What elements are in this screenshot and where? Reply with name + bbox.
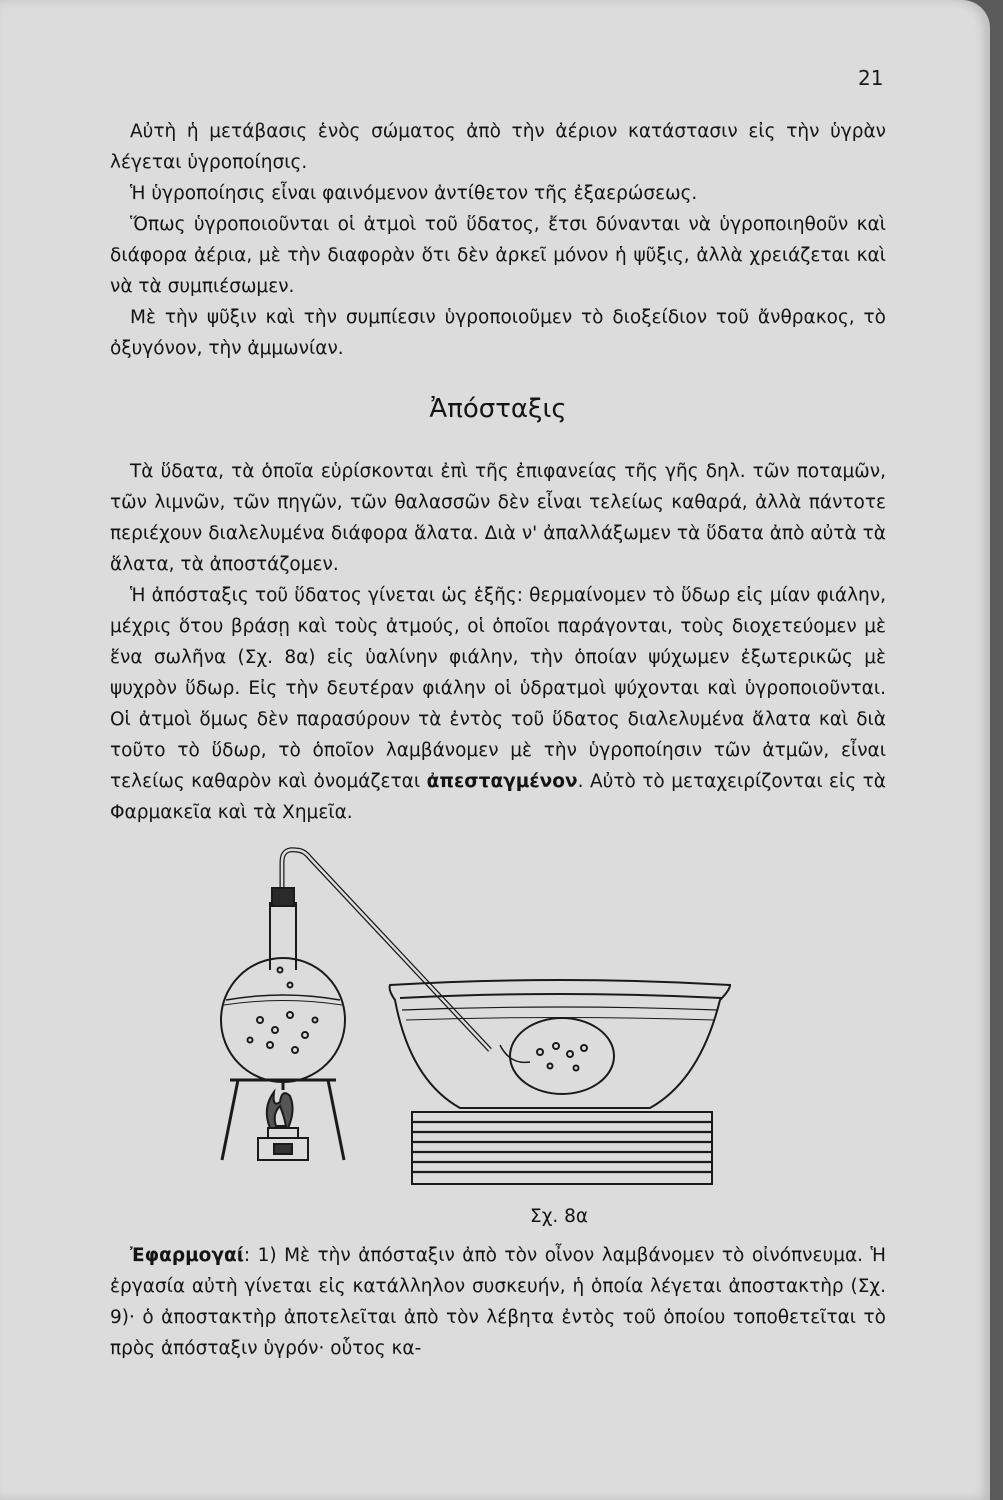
- paragraph: Ἡ ὑγροποίησις εἶναι φαινόμενον ἀντίθετον τῆς ἐξαερώσεως.: [130, 183, 698, 204]
- paragraph: [110, 1240, 886, 1364]
- figure-caption: Σχ. 8α: [530, 1206, 589, 1227]
- applications-text: [110, 1240, 886, 1364]
- text-span: Ἡ ἀπόσταξις τοῦ ὕδατος γίνεται ὡς ἑξῆς: θερμαίνομεν τὸ ὕδωρ εἰς μίαν φιάλην, μέχρις ὅτου βράσῃ καὶ τοὺς ἀτμούς, οἱ ὁποῖοι παράγονται, τοὺς διοχετεύομεν μὲ ἕνα σωλῆνα (Σχ. 8α) εἰς ὑαλίνην φιάλην, τὴν ὁποίαν ψύχωμεν ἐξωτερικῶς μὲ ψυχρὸν ὕδωρ. Εἰς τὴν δευτέραν φιάλην οἱ ὑδρατμοὶ ψύχονται καὶ ὑγροποιοῦνται. Οἱ ἀτμοὶ ὅμως δὲν παρασύρουν τὰ ἐντὸς τοῦ ὕδατος διαλελυμένα ἅλατα καὶ διὰ τοῦτο τὸ ὕδωρ, τὸ ὁποῖον λαμβάνομεν μὲ τὴν ὑγροποίησιν τῶν ἀτμῶν, εἶναι τελείως καθαρὸν καὶ ὀνομάζεται: [110, 585, 886, 792]
- section-title: Ἀπόσταξις: [429, 394, 567, 424]
- text-span: : 1) Μὲ τὴν ἀπόσταξιν ἀπὸ τὸν οἶνον λαμβάνομεν τὸ οἰνόπνευμα. Ἡ ἐργασία αὐτὴ γίνεται εἰς κατάλληλον συσκευήν, ἡ ὁποία λέγεται ἀποστακτὴρ (Σχ. 9)· ὁ ἀποστακτὴρ ἀποτελεῖται ἀπὸ τὸν λέβητα ἐντὸς τοῦ ὁποίου τοποθετεῖται τὸ πρὸς ἀπόσταξιν ὑγρόν· οὗτος κα-: [110, 1245, 886, 1359]
- paragraph: Τὰ ὕδατα, τὰ ὁποῖα εὑρίσκονται ἐπὶ τῆς ἐπιφανείας τῆς γῆς δηλ. τῶν ποταμῶν, τῶν λιμνῶν, τῶν πηγῶν, τῶν θαλασσῶν δὲν εἶναι τελείως καθαρά, ἀλλὰ πάντοτε περιέχουν διαλελυμένα διάφορα ἅλατα. Διὰ ν' ἀπαλλάξωμεν τὰ ὕδατα ἀπὸ αὐτὰ τὰ ἅλατα, τὰ ἀποστάζομεν.: [110, 461, 886, 575]
- section-text: [110, 456, 886, 828]
- paragraph: [110, 580, 886, 828]
- paragraph: Μὲ τὴν ψῦξιν καὶ τὴν συμπίεσιν ὑγροποιοῦμεν τὸ διοξείδιον τοῦ ἄνθρακος, τὸ ὀξυγόνον, τὴν ἀμμωνίαν.: [110, 307, 886, 359]
- paragraph: Ὅπως ὑγροποιοῦνται οἱ ἀτμοὶ τοῦ ὕδατος, ἔτσι δύνανται νὰ ὑγροποιηθοῦν καὶ διάφορα ἀέρια, μὲ τὴν διαφορὰν ὅτι δὲν ἀρκεῖ μόνον ἡ ψῦξις, ἀλλὰ χρειάζεται καὶ νὰ τὰ συμπιέσωμεν.: [110, 214, 886, 297]
- applications-label: Ἐφαρμογαί: [130, 1245, 244, 1266]
- intro-text: [110, 116, 886, 364]
- distillation-figure: [200, 840, 740, 1190]
- paragraph: Αὐτὴ ἡ μετάβασις ἑνὸς σώματος ἀπὸ τὴν ἀέριον κατάστασιν εἰς τὴν ὑγρὰν λέγεται ὑγροποίησις.: [110, 121, 886, 173]
- page-number: 21: [858, 66, 884, 90]
- text-span: . Αὐτὸ τὸ μεταχειρίζονται εἰς τὰ Φαρμακεῖα καὶ τὰ Χημεῖα.: [110, 771, 886, 823]
- emphasized-term: ἀπεσταγμένον: [426, 771, 578, 792]
